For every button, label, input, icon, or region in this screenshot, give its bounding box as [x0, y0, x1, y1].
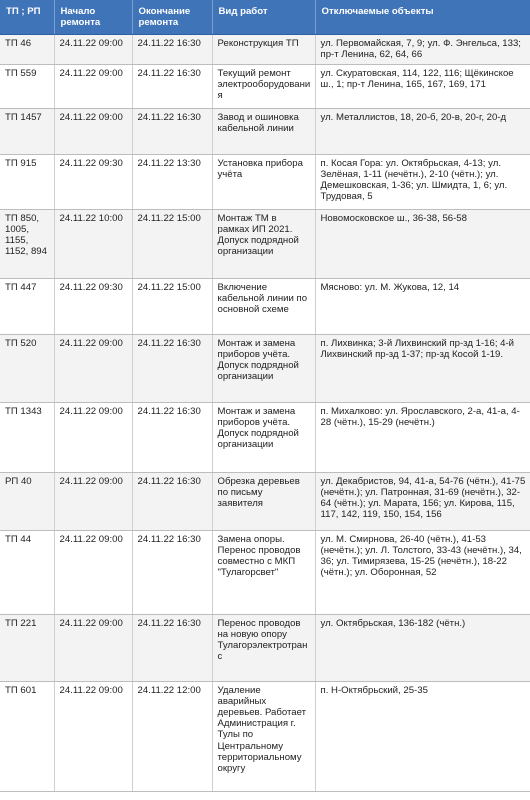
cell-objects: п. Н-Октябрьский, 25-35	[315, 681, 530, 791]
cell-objects: Новомосковское ш., 36-38, 56-58	[315, 209, 530, 278]
cell-start: 24.11.22 09:00	[54, 614, 132, 681]
table-row	[0, 34, 530, 64]
header-tp: ТП ; РП	[0, 0, 54, 34]
cell-objects: Мясново: ул. М. Жукова, 12, 14	[315, 278, 530, 334]
header-start: Начало ремонта	[54, 0, 132, 34]
table-row	[0, 402, 530, 472]
cell-end: 24.11.22 15:00	[132, 209, 212, 278]
cell-tp: ТП 46	[0, 34, 54, 64]
table-header-row	[0, 0, 530, 34]
cell-end: 24.11.22 16:30	[132, 34, 212, 64]
cell-work: Монтаж ТМ в рамках ИП 2021. Допуск подрядной организации	[212, 209, 315, 278]
cell-start: 24.11.22 10:00	[54, 209, 132, 278]
cell-end: 24.11.22 16:30	[132, 108, 212, 154]
cell-start: 24.11.22 09:00	[54, 530, 132, 614]
cell-work: Установка прибора учёта	[212, 154, 315, 209]
cell-tp: РП 40	[0, 472, 54, 530]
table-row	[0, 108, 530, 154]
cell-work: Удаление аварийных деревьев. Работает Администрация г. Тулы по Центральному территориальному округу	[212, 681, 315, 791]
cell-work: Реконструкция ТП	[212, 34, 315, 64]
cell-start: 24.11.22 09:30	[54, 154, 132, 209]
cell-objects: п. Михалково: ул. Ярославского, 2-а, 41-а, 4-28 (чётн.), 15-29 (нечётн.)	[315, 402, 530, 472]
cell-end: 24.11.22 16:30	[132, 530, 212, 614]
cell-tp: ТП 221	[0, 614, 54, 681]
cell-objects: ул. Октябрьская, 136-182 (чётн.)	[315, 614, 530, 681]
cell-end: 24.11.22 16:30	[132, 472, 212, 530]
cell-start: 24.11.22 09:00	[54, 334, 132, 402]
cell-end: 24.11.22 16:30	[132, 402, 212, 472]
cell-start: 24.11.22 09:00	[54, 34, 132, 64]
cell-end: 24.11.22 15:00	[132, 278, 212, 334]
cell-work: Перенос проводов на новую опору Тулагорэлектротранс	[212, 614, 315, 681]
cell-start: 24.11.22 09:00	[54, 108, 132, 154]
cell-start: 24.11.22 09:30	[54, 278, 132, 334]
cell-end: 24.11.22 13:30	[132, 154, 212, 209]
cell-tp: ТП 915	[0, 154, 54, 209]
cell-work: Обрезка деревьев по письму заявителя	[212, 472, 315, 530]
cell-objects: ул. Металлистов, 18, 20-б, 20-в, 20-г, 20-д	[315, 108, 530, 154]
cell-tp: ТП 1343	[0, 402, 54, 472]
cell-start: 24.11.22 09:00	[54, 402, 132, 472]
cell-start: 24.11.22 09:00	[54, 681, 132, 791]
cell-work: Монтаж и замена приборов учёта. Допуск подрядной организации	[212, 334, 315, 402]
header-objects: Отключаемые объекты	[315, 0, 530, 34]
cell-tp: ТП 520	[0, 334, 54, 402]
cell-end: 24.11.22 16:30	[132, 64, 212, 108]
cell-objects: ул. Декабристов, 94, 41-а, 54-76 (чётн.), 41-75 (нечётн.); ул. Патронная, 31-69 (нечётн.), 32-64 (чётн.); ул. Марата, 156; ул. Кирова, 115, 117, 142, 119, 150, 154, 156	[315, 472, 530, 530]
cell-objects: ул. М. Смирнова, 26-40 (чётн.), 41-53 (нечётн.); ул. Л. Толстого, 33-43 (нечётн.), 34, 36; ул. Тимирязева, 15-25 (нечётн.), 18-22 (чётн.); ул. Оборонная, 52	[315, 530, 530, 614]
cell-tp: ТП 447	[0, 278, 54, 334]
table-row	[0, 614, 530, 681]
header-end: Окончание ремонта	[132, 0, 212, 34]
cell-work: Монтаж и замена приборов учёта. Допуск подрядной организации	[212, 402, 315, 472]
cell-objects: п. Косая Гора: ул. Октябрьская, 4-13; ул. Зелёная, 1-11 (нечётн.), 2-10 (чётн.); ул. Демешковская, 1-36; ул. Шмидта, 1, 6; ул. Трудовая, 5	[315, 154, 530, 209]
table-row	[0, 209, 530, 278]
table-row	[0, 472, 530, 530]
table-row	[0, 334, 530, 402]
cell-tp: ТП 44	[0, 530, 54, 614]
header-work: Вид работ	[212, 0, 315, 34]
cell-tp: ТП 601	[0, 681, 54, 791]
cell-work: Завод и ошиновка кабельной линии	[212, 108, 315, 154]
cell-tp: ТП 1457	[0, 108, 54, 154]
cell-objects: ул. Первомайская, 7, 9; ул. Ф. Энгельса, 133; пр-т Ленина, 62, 64, 66	[315, 34, 530, 64]
cell-tp: ТП 559	[0, 64, 54, 108]
cell-objects: п. Лихвинка; 3-й Лихвинский пр-зд 1-16; 4-й Лихвинский пр-зд 1-37; пр-зд Косой 1-19.	[315, 334, 530, 402]
cell-tp: ТП 850, 1005, 1155, 1152, 894	[0, 209, 54, 278]
cell-end: 24.11.22 16:30	[132, 334, 212, 402]
table-row	[0, 154, 530, 209]
table-row	[0, 278, 530, 334]
cell-end: 24.11.22 12:00	[132, 681, 212, 791]
cell-work: Включение кабельной линии по основной схеме	[212, 278, 315, 334]
cell-work: Замена опоры. Перенос проводов совместно с МКП "Тулагорсвет"	[212, 530, 315, 614]
cell-start: 24.11.22 09:00	[54, 472, 132, 530]
cell-work: Текущий ремонт электрооборудования	[212, 64, 315, 108]
table-row	[0, 64, 530, 108]
table-row	[0, 530, 530, 614]
cell-end: 24.11.22 16:30	[132, 614, 212, 681]
table-row	[0, 681, 530, 791]
cell-start: 24.11.22 09:00	[54, 64, 132, 108]
cell-objects: ул. Скуратовская, 114, 122, 116; Щёкинское ш., 1; пр-т Ленина, 165, 167, 169, 171	[315, 64, 530, 108]
